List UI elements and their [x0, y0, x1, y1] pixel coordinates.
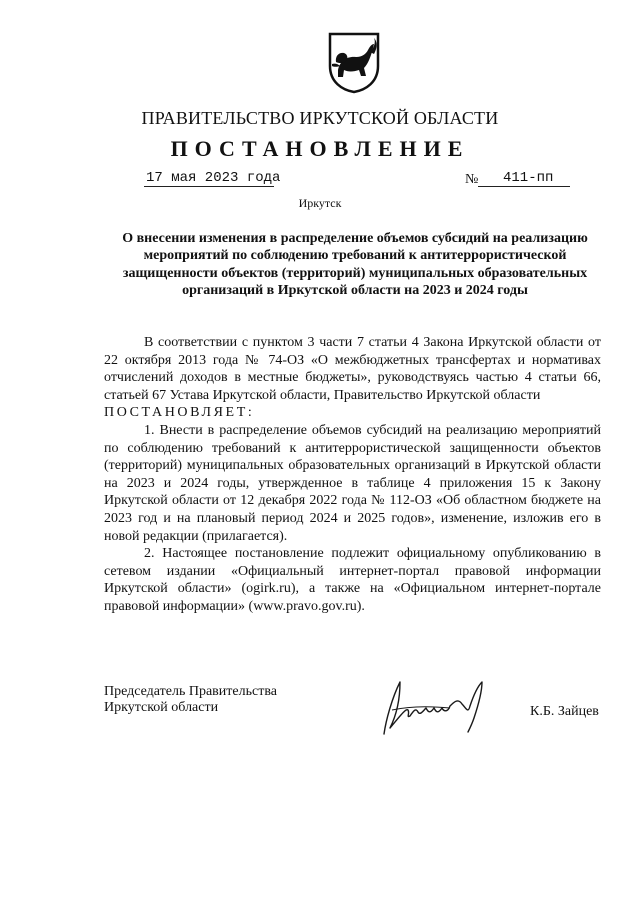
preamble-paragraph: В соответствии с пунктом 3 части 7 статьи 4 Закона Иркутской области от 22 октября 2013 года № 74-ОЗ «О межбюджетных трансфертах и нормативах отчислений доходов в местные бюджеты», руководствуясь частью 4 статьи 66, статьей 67 Устава Иркутской области, Правительство Иркутской области — [104, 335, 601, 403]
document-title: О внесении изменения в распределение объемов субсидий на реализацию мероприятий по соблюдению требований к антитеррористической защищенности объектов (территорий) муниципальных образовательных организаций в Иркутской области на 2023 и 2024 годы — [122, 231, 588, 299]
date-underline — [144, 186, 274, 187]
document-city: Иркутск — [298, 196, 342, 210]
number-sign: № — [465, 172, 479, 187]
document-date: 17 мая 2023 года — [146, 170, 281, 186]
document-type: ПОСТАНОВЛЕНИЕ — [170, 136, 470, 161]
government-name: ПРАВИТЕЛЬСТВО ИРКУТСКОЙ ОБЛАСТИ — [141, 108, 499, 128]
signer-name: К.Б. Зайцев — [530, 704, 599, 719]
signer-position-line-2: Иркутской области — [104, 700, 219, 715]
signature-image — [370, 676, 500, 740]
coat-of-arms-icon — [326, 30, 382, 94]
signer-position — [104, 684, 344, 716]
document-number: 411-пп — [503, 170, 554, 186]
item-1-paragraph: 1. Внести в распределение объемов субсидий на реализацию мероприятий по соблюдению требований к антитеррористической защищенности объектов (территорий) муниципальных образовательных организаций в Иркутской области на 2023 и 2024 годы, утвержденное в таблице 4 приложения 15 к Закону Иркутской области от 12 декабря 2022 года № 112-ОЗ «Об областном бюджете на 2023 год и на плановый период 2024 и 2025 годов», изменение, изложив его в новой редакции (прилагается). — [104, 422, 601, 544]
document-body — [104, 334, 601, 616]
signer-position-line-1: Председатель Правительства — [104, 684, 277, 699]
item-2-paragraph: 2. Настоящее постановление подлежит официальному опубликованию в сетевом издании «Официальный интернет-портал правовой информации Иркутской области» (ogirk.ru), а также на «Официальном интернет-портале правовой информации» (www.pravo.gov.ru). — [104, 546, 601, 614]
resolves-heading: ПОСТАНОВЛЯЕТ: — [104, 405, 255, 421]
number-underline — [478, 186, 570, 187]
